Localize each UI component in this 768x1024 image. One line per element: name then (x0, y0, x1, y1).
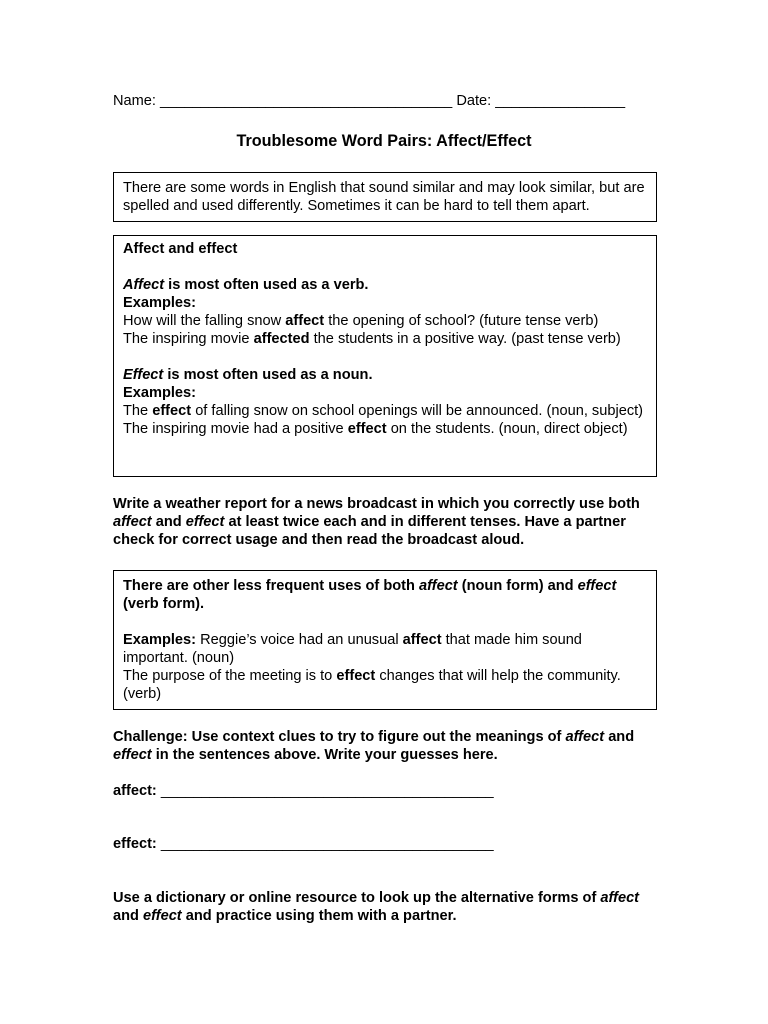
example-text: The inspiring movie (123, 331, 254, 347)
task-text: and (113, 908, 143, 924)
intro-box (113, 172, 657, 222)
affect-rule-text: is most often used as a verb. (164, 277, 369, 293)
example-text: How will the falling snow (123, 313, 286, 329)
effect-rule-text: is most often used as a noun. (163, 367, 373, 383)
other-uses-intro (123, 577, 647, 613)
task-text: Write a weather report for a news broadcast in which you correctly use both (113, 496, 640, 512)
challenge-task (113, 728, 653, 764)
task-keyword: effect (143, 908, 182, 924)
other-uses-example-1 (123, 631, 647, 667)
example-text: changes that will help the community. (verb) (123, 668, 621, 702)
intro-text: There are some words in English that sound similar and may look similar, but are spelled and used differently. Sometimes it can be hard to tell them apart. (123, 180, 645, 214)
task-text: Use a dictionary or online resource to look up the alternative forms of (113, 890, 601, 906)
example-keyword: affect (402, 632, 442, 648)
intro-keyword: affect (419, 578, 458, 594)
effect-examples-label: Examples: (123, 385, 197, 401)
task-text: and (151, 514, 186, 530)
date-blank: ________________ (495, 93, 626, 109)
task-text: at least twice each and in different tenses. Have a partner check for correct usage and then read the broadcast aloud. (113, 514, 626, 548)
example-keyword: effect (152, 403, 192, 419)
intro-text: (noun form) and (457, 578, 578, 594)
affect-example-1 (123, 312, 647, 330)
task-text: Challenge: Use context clues to try to figure out the meanings of (113, 729, 566, 745)
example-text: The (123, 403, 153, 419)
definition-heading: Affect and effect (123, 241, 238, 257)
task-keyword: affect (565, 729, 605, 745)
affect-answer-label: affect: (113, 783, 157, 799)
page-title: Troublesome Word Pairs: Affect/Effect (236, 132, 532, 150)
example-text: The inspiring movie had a positive (123, 421, 348, 437)
intro-text: (verb form). (123, 596, 205, 612)
example-keyword: affected (253, 331, 310, 347)
effect-answer-label: effect: (113, 836, 157, 852)
task-keyword: effect (113, 747, 152, 763)
task-keyword: affect (113, 514, 152, 530)
name-label: Name: (113, 93, 156, 109)
weather-report-task (113, 495, 653, 549)
affect-examples-label: Examples: (123, 295, 197, 311)
intro-text: There are other less frequent uses of both (123, 578, 419, 594)
task-text: and (604, 729, 635, 745)
example-text: of falling snow on school openings will be announced. (noun, subject) (191, 403, 644, 419)
closing-task (113, 889, 653, 925)
date-label: Date: (456, 93, 492, 109)
intro-keyword: effect (577, 578, 617, 594)
effect-example-1 (123, 402, 647, 420)
example-text: the students in a positive way. (past tense verb) (309, 331, 621, 347)
affect-answer-blank[interactable]: _________________________________________ (160, 783, 494, 799)
example-text: the opening of school? (future tense verb) (324, 313, 599, 329)
other-uses-box (113, 570, 657, 710)
task-keyword: effect (185, 514, 225, 530)
affect-rule (123, 276, 647, 294)
example-text: on the students. (noun, direct object) (386, 421, 628, 437)
example-keyword: effect (347, 421, 387, 437)
affect-answer-line[interactable] (113, 782, 494, 800)
effect-example-2 (123, 420, 647, 438)
effect-rule (123, 366, 647, 384)
examples-label: Examples: (123, 632, 197, 648)
effect-answer-line[interactable] (113, 835, 494, 853)
effect-answer-blank[interactable]: _________________________________________ (160, 836, 494, 852)
effect-word: Effect (123, 367, 164, 383)
task-keyword: affect (600, 890, 640, 906)
task-text: in the sentences above. Write your guesses here. (151, 747, 498, 763)
task-text: and practice using them with a partner. (181, 908, 457, 924)
affect-example-2 (123, 330, 647, 348)
example-keyword: affect (285, 313, 325, 329)
other-uses-example-2 (123, 667, 647, 703)
example-text: Reggie’s voice had an unusual (196, 632, 403, 648)
example-text: The purpose of the meeting is to (123, 668, 337, 684)
name-date-line (113, 92, 673, 110)
example-keyword: effect (336, 668, 376, 684)
example-text: that made him sound important. (noun) (123, 632, 582, 666)
definition-box (113, 235, 657, 477)
name-blank: ____________________________________ (160, 93, 453, 109)
affect-word: Affect (123, 277, 165, 293)
